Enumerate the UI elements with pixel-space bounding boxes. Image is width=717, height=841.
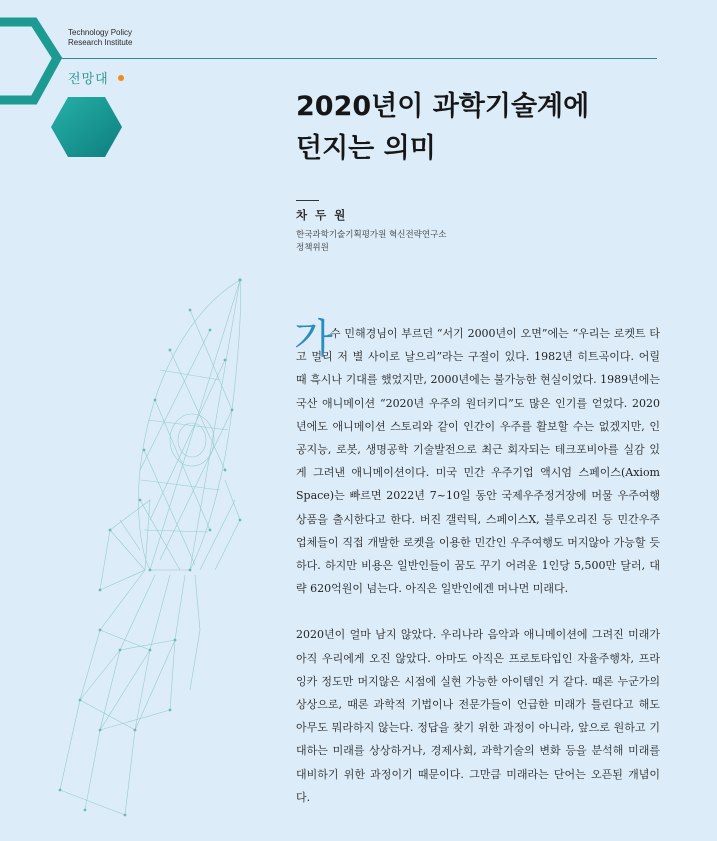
article-body bbox=[294, 316, 660, 809]
rocket-mesh bbox=[60, 280, 241, 815]
section-label: 전망대 bbox=[68, 72, 109, 87]
author-rule bbox=[296, 200, 319, 201]
rocket-nodes bbox=[59, 278, 242, 816]
paragraph-2: 2020년이 얼마 남지 않았다. 우리나라 음악과 애니메이션에 그려진 미래가 아직 우리에게 오진 않았다. 아마도 아직은 프로토타입인 자율주행차, 프라잉카 정도만 머지않은 시점에 실현 가능한 아이템인 거 같다. 때론 누군가의 상상으로, 때론 과학적 기법이나 전문가들이 언급한 미래가 틀린다고 해도 아무도 뭐라하지 않는다. 정답을 찾기 위한 과정이 아니라, 앞으로 원하고 기대하는 미래를 상상하거나, 경제사회, 과학기술의 변화 등을 분석해 미래를 대비하기 위한 과정이기 때문이다. 그만큼 미래라는 단어는 오픈된 개념이다. bbox=[296, 628, 660, 804]
section-dot bbox=[118, 75, 124, 81]
title-line-2: 던지는 의미 bbox=[296, 133, 436, 164]
author-name: 차 두 원 bbox=[296, 208, 348, 222]
title-line-1: 2020년이 과학기술계에 bbox=[296, 91, 590, 122]
hexagon-icon bbox=[51, 97, 122, 157]
affiliation-line-2: 정책위원 bbox=[296, 242, 329, 253]
rocket-illustration bbox=[40, 270, 260, 830]
author-affiliation bbox=[296, 229, 536, 254]
paragraph-1: 수 민해경님이 부르던 “서기 2000년이 오면”에는 “우리는 로켓트 타고 멀리 저 별 사이로 날으리”라는 구절이 있다. 1982년 히트곡이다. 어릴 때 흑시나 기대를 했었지만, 2000년에는 불가능한 현실이었다. 1989년에는 국산 애니메이션 “2020년 우주의 원더키디”도 많은 인기를 얻었다. 2020년에도 애니메이션 스토리와 같이 인간이 우주를 활보할 수는 없겠지만, 인공지능, 로봇, 생명공학 기술발전으로 최근 회자되는 테크포비아를 실감 있게 그려낸 애니메이션이다. 미국 민간 우주기업 액시엄 스페이스(Axiom Space)는 빠르면 2022년 7~10일 동안 국제우주정거장에 머물 우주여행상품을 출시한다고 한다. 버진 갤럭틱, 스페이스X, 블루오리진 등 민간우주업체들이 직접 개발한 로켓을 이용한 민간인 우주여행도 머지않아 가능할 듯하다. 하지만 비용은 일반인들이 꿈도 꾸기 어려운 1인당 5,500만 달러, 대략 620억원이 넘는다. 아직은 일반인에겐 머나먼 미래다. bbox=[296, 327, 660, 596]
hexagon-frame-icon bbox=[0, 22, 57, 100]
institute-logo-text bbox=[68, 28, 132, 48]
header-rule bbox=[57, 58, 657, 59]
affiliation-line-1: 한국과학기술기획평가원 혁신전략연구소 bbox=[296, 230, 447, 240]
article-title bbox=[296, 86, 676, 170]
institute-line-2: Research Institute bbox=[68, 38, 133, 47]
dropcap: 가 bbox=[294, 316, 333, 362]
institute-line-1: Technology Policy bbox=[68, 28, 133, 37]
